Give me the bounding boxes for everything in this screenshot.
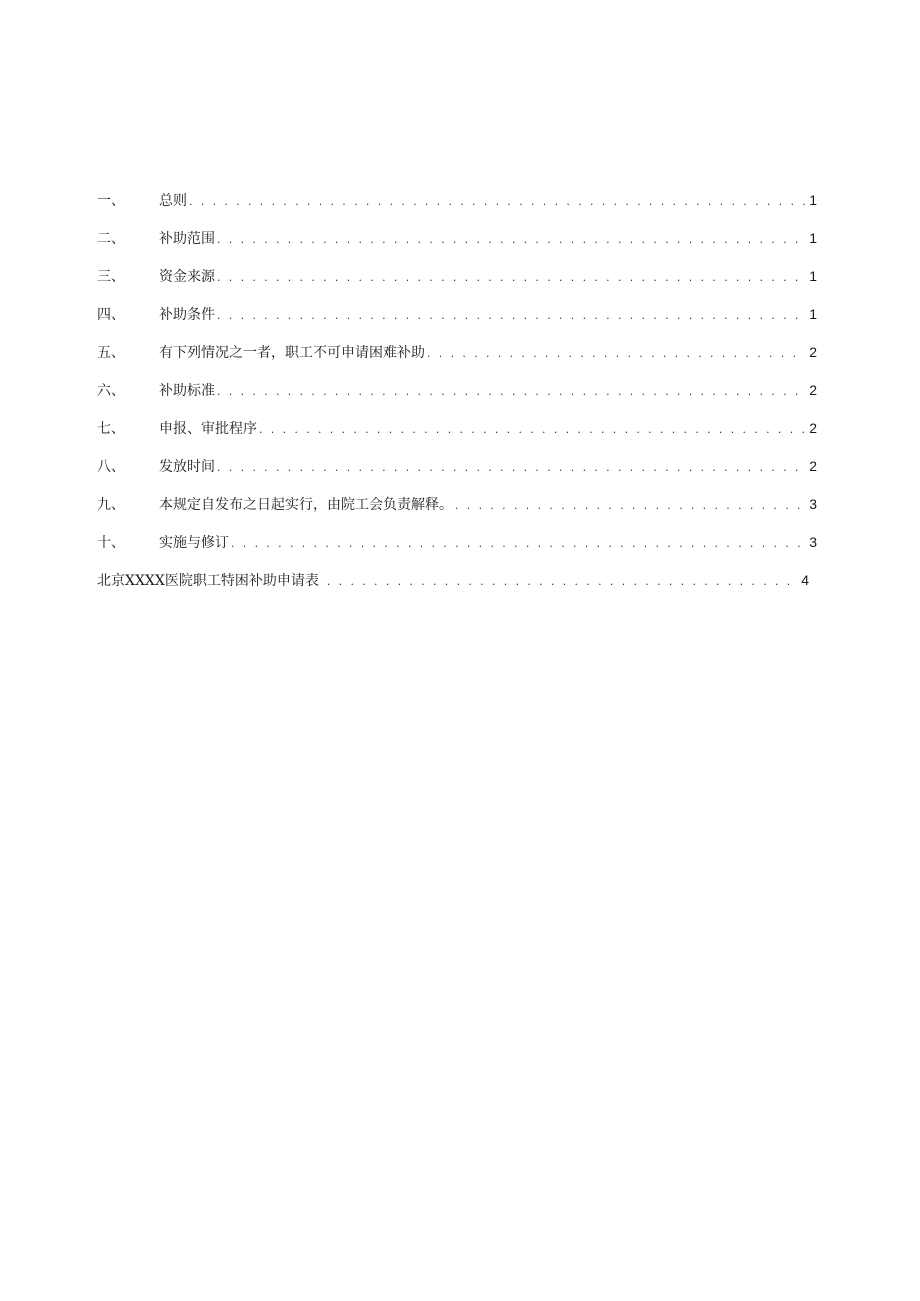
toc-entry-page: 2: [809, 382, 817, 398]
toc-entry-number: 七、: [97, 421, 125, 437]
toc-entry-page: 1: [809, 192, 817, 208]
toc-dot-leader: [217, 382, 805, 402]
toc-entry[interactable]: [97, 380, 817, 418]
toc-entry-title: 补助范围: [159, 231, 215, 247]
toc-entry[interactable]: [97, 494, 817, 532]
toc-entry-page: 2: [809, 458, 817, 474]
toc-entry[interactable]: [97, 266, 817, 304]
table-of-contents: [97, 190, 817, 608]
toc-entry-title: 资金来源: [159, 269, 215, 285]
toc-entry-title: 补助条件: [159, 307, 215, 323]
toc-entry[interactable]: [97, 456, 817, 494]
toc-entry-number: 一、: [97, 193, 125, 209]
toc-dot-leader: [231, 534, 805, 554]
toc-entry-page: 2: [809, 420, 817, 436]
toc-entry-number: 二、: [97, 231, 125, 247]
toc-entry[interactable]: [97, 342, 817, 380]
toc-entry-number: 三、: [97, 269, 125, 285]
toc-entry-number: 五、: [97, 345, 125, 361]
toc-entry-number: 四、: [97, 307, 125, 323]
toc-dot-leader: [217, 458, 805, 478]
toc-entry-title: 北京XXXX医院职工特困补助申请表: [97, 573, 319, 589]
toc-entry-page: 3: [809, 496, 817, 512]
toc-entry-page: 3: [809, 534, 817, 550]
toc-dot-leader: [217, 230, 805, 250]
toc-entry-title: 本规定自发布之日起实行，由院工会负责解释。: [159, 497, 453, 513]
toc-dot-leader: [427, 344, 805, 364]
toc-dot-leader: [259, 420, 805, 440]
toc-entry-page: 2: [809, 344, 817, 360]
toc-dot-leader: [189, 192, 805, 212]
toc-dot-leader: [455, 496, 805, 516]
toc-entry[interactable]: [97, 304, 817, 342]
toc-entry-title: 发放时间: [159, 459, 215, 475]
toc-entry-number: 九、: [97, 497, 125, 513]
toc-entry[interactable]: [97, 418, 817, 456]
toc-entry[interactable]: [97, 228, 817, 266]
toc-dot-leader: [327, 572, 797, 592]
toc-entry[interactable]: [97, 190, 817, 228]
toc-entry-title: 总则: [159, 193, 187, 209]
toc-entry-number: 六、: [97, 383, 125, 399]
toc-entry-title: 实施与修订: [159, 535, 229, 551]
toc-entry-title: 有下列情况之一者，职工不可申请困难补助: [159, 345, 425, 361]
toc-entry-number: 十、: [97, 535, 125, 551]
toc-dot-leader: [217, 306, 805, 326]
toc-entry-number: 八、: [97, 459, 125, 475]
toc-entry-page: 1: [809, 268, 817, 284]
toc-entry-title: 申报、审批程序: [159, 421, 257, 437]
toc-entry-page: 1: [809, 230, 817, 246]
toc-entry[interactable]: [97, 532, 817, 570]
toc-entry-title: 补助标准: [159, 383, 215, 399]
toc-entry-appendix[interactable]: [97, 570, 809, 608]
toc-entry-page: 4: [801, 572, 809, 588]
toc-entry-page: 1: [809, 306, 817, 322]
toc-dot-leader: [217, 268, 805, 288]
